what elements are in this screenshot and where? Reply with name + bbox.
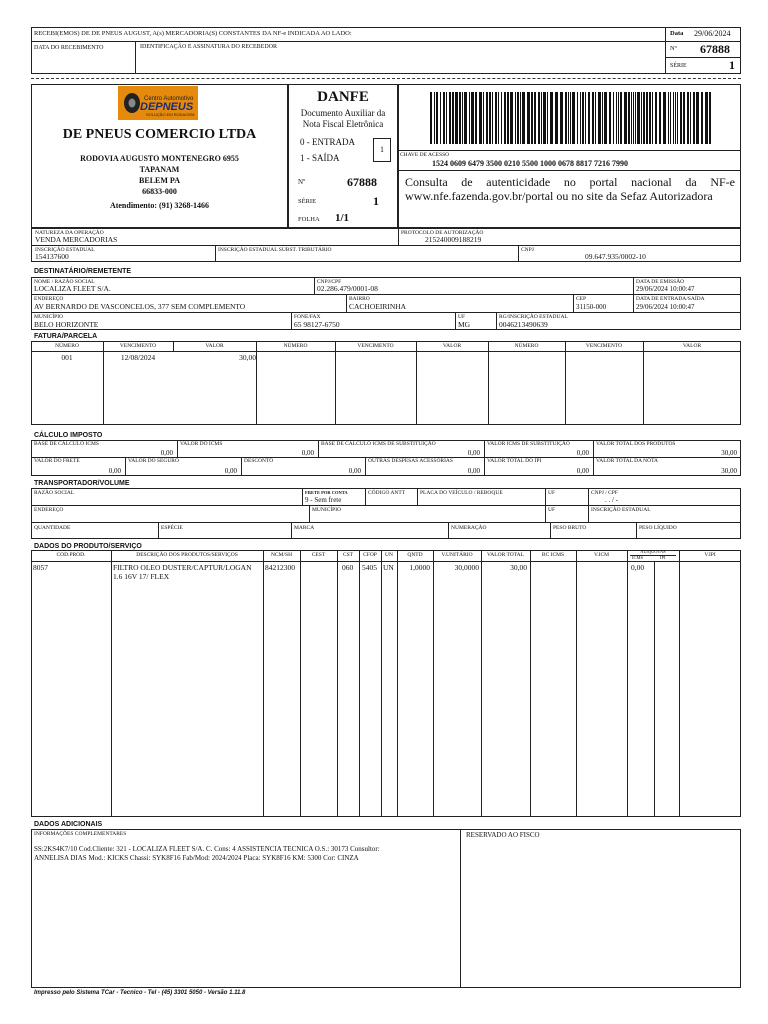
canhoto-numero-label: Nº (670, 45, 677, 52)
transp-liquido-label: PESO LÍQUIDO (639, 525, 677, 531)
barcode-bar (598, 92, 601, 144)
fatura-header: VALOR (205, 343, 224, 349)
barcode-bar (459, 92, 461, 144)
dest-nome-label: NOME / RAZÃO SOCIAL (34, 279, 95, 285)
danfe-numero-label: Nº (298, 178, 306, 186)
barcode-bar (446, 92, 447, 144)
transportador-section: TRANSPORTADOR/VOLUME (34, 480, 130, 487)
dest-saida-value: 29/06/2024 10:00:47 (636, 303, 695, 311)
info-line1: SS:2KS4K7/10 Cod.Cliente: 321 - LOCALIZA FLEET S/A. C. Cons: 4 ASSISTENCIA TECNICA O.S.: 30173 Consultor: (34, 845, 380, 853)
produto-col-divider (263, 550, 264, 817)
chave-label: CHAVE DE ACESSO (400, 152, 450, 158)
barcode-bar (687, 92, 689, 144)
imposto-label: VALOR ICMS DE SUBSTITUIÇÃO (487, 441, 570, 447)
barcode-bar (643, 92, 645, 144)
produto-header-cfop: CFOP (363, 552, 377, 558)
barcode-bar (464, 92, 467, 144)
produtos-section: DADOS DO PRODUTO/SERVIÇO (34, 543, 142, 550)
emitente-nome: DE PNEUS COMERCIO LTDA (62, 127, 257, 142)
parcela-vencimento: 12/08/2024 (120, 353, 156, 362)
dest-endereco-label: ENDEREÇO (34, 296, 64, 302)
logo-line2: DEPNEUS (140, 101, 194, 113)
dest-fone-label: FONE/FAX (294, 314, 321, 320)
fatura-col-divider (416, 341, 417, 425)
barcode-bar (693, 92, 695, 144)
barcode-bar (434, 92, 435, 144)
produto-col-divider (627, 550, 628, 817)
dest-endereco-value: AV BERNARDO DE VASCONCELOS, 377 SEM COMPLEMENTO (34, 302, 246, 311)
barcode-bar (663, 92, 666, 144)
barcode-bar (592, 92, 594, 144)
dest-municipio-value: BELO HORIZONTE (34, 320, 99, 329)
fatura-header: VENCIMENTO (585, 343, 623, 349)
info-line2: ANNELISA DIAS Mod.: KICKS Chassi: SYK8F16 Fab/Mod: 2024/2024 Placa: SYK8F16 KM: 5300 Cor: CINZA (34, 854, 359, 862)
emitente-atendimento: Atendimento: (91) 3268-1466 (109, 201, 210, 210)
barcode-bar (609, 92, 611, 144)
imposto-value: 0,00 (108, 467, 121, 475)
produto-header-vunit: V.UNITÁRIO (441, 552, 473, 558)
fatura-header: VALOR (682, 343, 702, 349)
barcode-bar (543, 92, 546, 144)
imposto-value: 30,00 (721, 467, 737, 475)
barcode-bar (616, 92, 617, 144)
barcode-bar (507, 92, 509, 144)
cnpj-label: CNPJ (521, 247, 534, 253)
dest-cep-value: 31150-000 (576, 303, 607, 311)
fatura-group-divider (488, 341, 489, 425)
barcode-bar (604, 92, 607, 144)
barcode-bar (492, 92, 493, 144)
barcode-bar (572, 92, 575, 144)
barcode-bar (430, 92, 432, 144)
company-logo (118, 86, 198, 120)
transp-uf-label: UF (548, 490, 556, 496)
barcode-bar (624, 92, 627, 144)
dest-rg-label: RG/INSCRIÇÃO ESTADUAL (499, 314, 568, 320)
barcode-bar (570, 92, 571, 144)
item-vtotal: 30,00 (510, 563, 527, 572)
barcode-bar (683, 92, 685, 144)
danfe-sub1: Documento Auxiliar da (300, 108, 386, 118)
produto-header-vicm: V.ICM (593, 552, 610, 558)
imposto-label: BASE DE CÁLCULO ICMS (34, 441, 99, 447)
transp-municipio-label: MUNICÍPIO (312, 507, 342, 513)
transp-razao-label: RAZÃO SOCIAL (34, 490, 75, 496)
barcode-bar (462, 92, 463, 144)
imposto-label: VALOR DO FRETE (34, 458, 80, 464)
item-cfop: 5405 (362, 563, 377, 572)
barcode-bar (649, 92, 651, 144)
barcode-bar (631, 92, 632, 144)
danfe-serie-label: SÉRIE (298, 198, 317, 205)
imposto-label: OUTRAS DESPESAS ACESSÓRIAS (368, 458, 453, 464)
produto-col-divider (433, 550, 434, 817)
imposto-label: BASE DE CÁLCULO ICMS DE SUBSTITUIÇÃO (321, 441, 436, 447)
barcode-bar (646, 92, 648, 144)
imposto-value: 0,00 (576, 449, 589, 457)
barcode-bar (585, 92, 586, 144)
produto-header-qtd: QNTD (407, 552, 423, 558)
aliq-icms-header: ICMS (632, 555, 644, 560)
transp-frete-value: 9 - Sem frete (305, 496, 342, 504)
barcode-bar (582, 92, 584, 144)
barcode-bar (469, 92, 470, 144)
imposto-value: 0,00 (348, 467, 361, 475)
barcode-bar (483, 92, 484, 144)
barcode-bar (475, 92, 477, 144)
logo-line1: Centro Automotivo (144, 96, 194, 102)
transp-antt-label: CÓDIGO ANTT (368, 490, 406, 496)
chave-value: 1524 0609 6479 3500 0210 5500 1000 0678 8817 7216 7990 (432, 159, 628, 168)
produto-header-vtotal: VALOR TOTAL (487, 552, 524, 558)
fatura-col-divider (103, 341, 104, 425)
danfe-numero-value: 67888 (347, 175, 377, 189)
barcode-bar (534, 92, 536, 144)
barcode-bar (690, 92, 691, 144)
barcode-bar (452, 92, 454, 144)
aliq-ipi-header: IPI (660, 555, 666, 560)
fatura-section: FATURA/PARCELA (34, 333, 98, 340)
produto-header-ncm: NCM/SH (270, 552, 293, 558)
aliq-col-divider (654, 561, 655, 817)
dest-bairro-value: CACHOEIRINHA (349, 302, 407, 311)
danfe-title: DANFE (317, 89, 369, 105)
emitente-bairro: TAPANAM (139, 165, 180, 174)
fatura-header: VALOR (442, 343, 462, 349)
identificacao-label: IDENTIFICAÇÃO E ASSINATURA DO RECEBEDOR (140, 44, 278, 50)
produto-col-divider (397, 550, 398, 817)
barcode-bar (595, 92, 596, 144)
item-desc1: FILTRO OLEO DUSTER/CAPTUR/LOGAN (113, 563, 252, 572)
fatura-header: NÚMERO (514, 343, 539, 349)
dest-uf-label: UF (458, 314, 466, 320)
barcode-bar (618, 92, 619, 144)
tire-icon (122, 92, 142, 114)
imposto-value: 0,00 (467, 449, 480, 457)
barcode (430, 92, 712, 144)
fatura-header: VENCIMENTO (119, 343, 157, 349)
barcode-bar (673, 92, 674, 144)
transp-marca-label: MARCA (294, 525, 315, 531)
item-qtd: 1,0000 (409, 563, 430, 572)
cnpj-value: 09.647.935/0002-10 (585, 252, 646, 261)
imposto-value: 30,00 (721, 449, 737, 457)
dest-municipio-label: MUNICÍPIO (34, 314, 64, 320)
item-vunit: 30,0000 (454, 563, 479, 572)
barcode-bar (633, 92, 634, 144)
fatura-col-divider (565, 341, 566, 425)
barcode-bar (637, 92, 640, 144)
barcode-bar (677, 92, 678, 144)
item-un: UN (383, 563, 394, 572)
produto-header-vipi: V.IPI (704, 552, 716, 558)
produto-col-divider (359, 550, 360, 817)
dest-uf-value: MG (458, 320, 471, 329)
imposto-label: VALOR DO ICMS (180, 441, 223, 447)
canhoto-data-value: 29/06/2024 (694, 29, 731, 38)
dest-cep-label: CEP (576, 296, 587, 302)
dest-emissao-label: DATA DE EMISSÃO (636, 279, 685, 285)
produto-header-desc: DESCRIÇÃO DOS PRODUTOS/SERVIÇOS (136, 552, 238, 558)
barcode-bar (602, 92, 603, 144)
barcode-bar (613, 92, 614, 144)
produto-header-cest: CEST (311, 552, 326, 558)
barcode-bar (652, 92, 653, 144)
produto-header-bc: BC ICMS (541, 552, 565, 558)
fatura-group-divider (256, 341, 257, 425)
produto-col-divider (576, 550, 577, 817)
danfe-serie-value: 1 (373, 194, 379, 208)
item-cst: 060 (342, 563, 354, 572)
transp-uf2-label: UF (548, 507, 556, 513)
danfe-entrada: 0 - ENTRADA (300, 137, 355, 147)
imposto-value: 0,00 (160, 449, 173, 457)
transp-cnpj-value: . . / - (605, 496, 619, 504)
danfe-tipo: 1 (373, 138, 391, 162)
canhoto-serie-label: SÉRIE (670, 63, 687, 69)
barcode-bar (670, 92, 671, 144)
produto-col-divider (337, 550, 338, 817)
barcode-bar (479, 92, 482, 144)
barcode-bar (547, 92, 548, 144)
barcode-bar (495, 92, 497, 144)
barcode-bar (541, 92, 542, 144)
barcode-bar (659, 92, 661, 144)
transp-placa-label: PLACA DO VEÍCULO / REBOQUE (420, 490, 503, 496)
protocolo-value: 215240009188219 (425, 235, 482, 244)
barcode-bar (577, 92, 578, 144)
barcode-bar (517, 92, 519, 144)
fatura-col-divider (173, 341, 174, 351)
barcode-bar (675, 92, 676, 144)
aliq-header: ALIQUOTAS (640, 549, 666, 554)
produto-header-cod: COD.PROD. (56, 552, 86, 558)
item-ncm: 84212300 (265, 563, 295, 572)
transp-endereco-label: ENDEREÇO (34, 507, 64, 513)
natureza-value: VENDA MERCADORIAS (35, 235, 118, 244)
ie-value: 154137600 (35, 252, 69, 261)
barcode-bar (471, 92, 474, 144)
protocolo-label: PROTOCOLO DE AUTORIZAÇÃO (401, 230, 484, 236)
transp-numeracao-label: NUMERAÇÃO (451, 525, 487, 531)
ie-label: INSCRIÇÃO ESTADUAL (35, 247, 95, 253)
barcode-bar (628, 92, 630, 144)
consulta-text: Consulta de autenticidade no portal nacional da NF-e www.nfe.fazenda.gov.br/portal ou no site da Sefaz Autorizadora (405, 175, 735, 203)
barcode-bar (489, 92, 491, 144)
recebemos-text: RECEBI(EMOS) DE DE PNEUS AUGUST, A(s) MERCADORIA(S) CONSTANTES DA NF-e INDICADA AO LADO: (34, 30, 352, 37)
canhoto-numero-value: 67888 (700, 42, 730, 56)
barcode-bar (555, 92, 558, 144)
transp-ie-label: INSCRIÇÃO ESTADUAL (591, 507, 651, 513)
danfe-sub2: Nota Fiscal Eletrônica (302, 119, 384, 129)
barcode-bar (550, 92, 553, 144)
barcode-bar (510, 92, 513, 144)
canhoto-data-label: Data (670, 30, 684, 37)
dest-saida-label: DATA DE ENTRADA/SAÍDA (636, 296, 705, 302)
barcode-bar (531, 92, 533, 144)
item-aliq-icms: 0,00 (631, 563, 645, 572)
dest-bairro-label: BAIRRO (349, 296, 370, 302)
produto-col-divider (381, 550, 382, 817)
dest-emissao-value: 29/06/2024 10:00:47 (636, 285, 695, 293)
barcode-bar (436, 92, 438, 144)
barcode-bar (515, 92, 516, 144)
emitente-endereco: RODOVIA AUGUSTO MONTENEGRO 6955 (80, 154, 239, 163)
danfe-saida: 1 - SAÍDA (300, 153, 340, 163)
imposto-value: 0,00 (467, 467, 480, 475)
cut-line (31, 78, 741, 79)
fatura-header: NÚMERO (283, 343, 308, 349)
produto-header-cst: CST (342, 552, 354, 558)
transp-bruto-label: PESO BRUTO (553, 525, 587, 531)
danfe-folha-value: 1/1 (335, 212, 350, 224)
parcela-valor: 30,00 (239, 353, 256, 362)
imposto-label: VALOR TOTAL DA NOTA (596, 458, 659, 464)
barcode-bar (504, 92, 506, 144)
imposto-value: 0,00 (576, 467, 589, 475)
barcode-bar (498, 92, 499, 144)
transp-quantidade-label: QUANTIDADE (34, 525, 71, 531)
item-desc2: 1.6 16V 17/ FLEX (113, 572, 170, 581)
barcode-bar (655, 92, 657, 144)
rodape: Impresso pelo Sistema TCar - Tecnico - Tel - (45) 3301 5050 - Versão 1.11.8 (34, 990, 246, 996)
fatura-col-divider (643, 341, 644, 425)
barcode-bar (580, 92, 581, 144)
dest-fone-value: 65 98127-6750 (294, 320, 340, 329)
danfe-folha-label: FOLHA (298, 216, 320, 223)
transp-frete-label: FRETE POR CONTA (305, 490, 348, 495)
barcode-bar (588, 92, 590, 144)
barcode-bar (705, 92, 708, 144)
iest-label: INSCRIÇÃO ESTADUAL SUBST. TRIBUTÁRIO (218, 247, 332, 253)
dest-rg-value: 0046213490639 (499, 320, 548, 329)
barcode-bar (443, 92, 445, 144)
destinatario-section: DESTINATÁRIO/REMETENTE (34, 268, 132, 275)
produto-row (31, 561, 741, 591)
imposto-value: 0,00 (301, 449, 314, 457)
fatura-header: NÚMERO (55, 343, 79, 349)
natureza-label: NATUREZA DA OPERAÇÃO (35, 230, 104, 236)
barcode-bar (527, 92, 530, 144)
dest-cnpj-value: 02.286.479/0001-08 (317, 284, 378, 293)
barcode-bar (620, 92, 622, 144)
barcode-bar (501, 92, 502, 144)
dest-cnpj-label: CNPJ/CPF (317, 279, 342, 285)
barcode-bar (635, 92, 636, 144)
item-cod: 8057 (33, 563, 48, 572)
transp-cnpj-label: CNPJ / CPF (591, 490, 618, 496)
barcode-bar (449, 92, 451, 144)
produto-col-divider (679, 550, 680, 817)
fisco-label: RESERVADO AO FISCO (466, 831, 540, 839)
produto-header-un: UN (385, 552, 393, 558)
barcode-bar (538, 92, 540, 144)
produto-col-divider (111, 550, 112, 817)
imposto-value: 0,00 (224, 467, 237, 475)
barcode-bar (701, 92, 703, 144)
barcode-bar (565, 92, 567, 144)
info-label: INFORMAÇÕES COMPLEMENTARES (34, 831, 127, 837)
data-recebimento-label: DATA DO RECEBIMENTO (34, 45, 104, 51)
barcode-bar (520, 92, 521, 144)
parcela-numero: 001 (61, 353, 73, 362)
barcode-bar (560, 92, 563, 144)
imposto-section: CÁLCULO IMPOSTO (34, 432, 103, 439)
produto-col-divider (300, 550, 301, 817)
barcode-bar (455, 92, 458, 144)
produto-col-divider (481, 550, 482, 817)
imposto-label: VALOR TOTAL DOS PRODUTOS (596, 441, 676, 447)
emitente-cidade: BELEM PA (139, 176, 180, 185)
fatura-header: VENCIMENTO (357, 343, 394, 349)
barcode-bar (440, 92, 441, 144)
barcode-bar (668, 92, 669, 144)
barcode-bar (641, 92, 642, 144)
dest-nome-value: LOCALIZA FLEET S/A. (34, 284, 111, 293)
transp-especie-label: ESPÉCIE (161, 525, 183, 531)
produto-col-divider (530, 550, 531, 817)
imposto-label: DESCONTO (244, 458, 274, 464)
canhoto-serie-value: 1 (729, 58, 735, 72)
barcode-bar (486, 92, 488, 144)
adicionais-section: DADOS ADICIONAIS (34, 821, 103, 828)
barcode-bar (696, 92, 699, 144)
barcode-bar (680, 92, 682, 144)
barcode-bar (522, 92, 525, 144)
imposto-label: VALOR DO SEGURO (128, 458, 179, 464)
imposto-label: VALOR TOTAL DO IPI (487, 458, 542, 464)
fatura-col-divider (335, 341, 336, 425)
barcode-bar (568, 92, 569, 144)
emitente-cep: 66833-000 (142, 187, 177, 196)
logo-line3: SOLUÇÃO EM RODAGEM (146, 112, 195, 117)
barcode-bar (709, 92, 711, 144)
